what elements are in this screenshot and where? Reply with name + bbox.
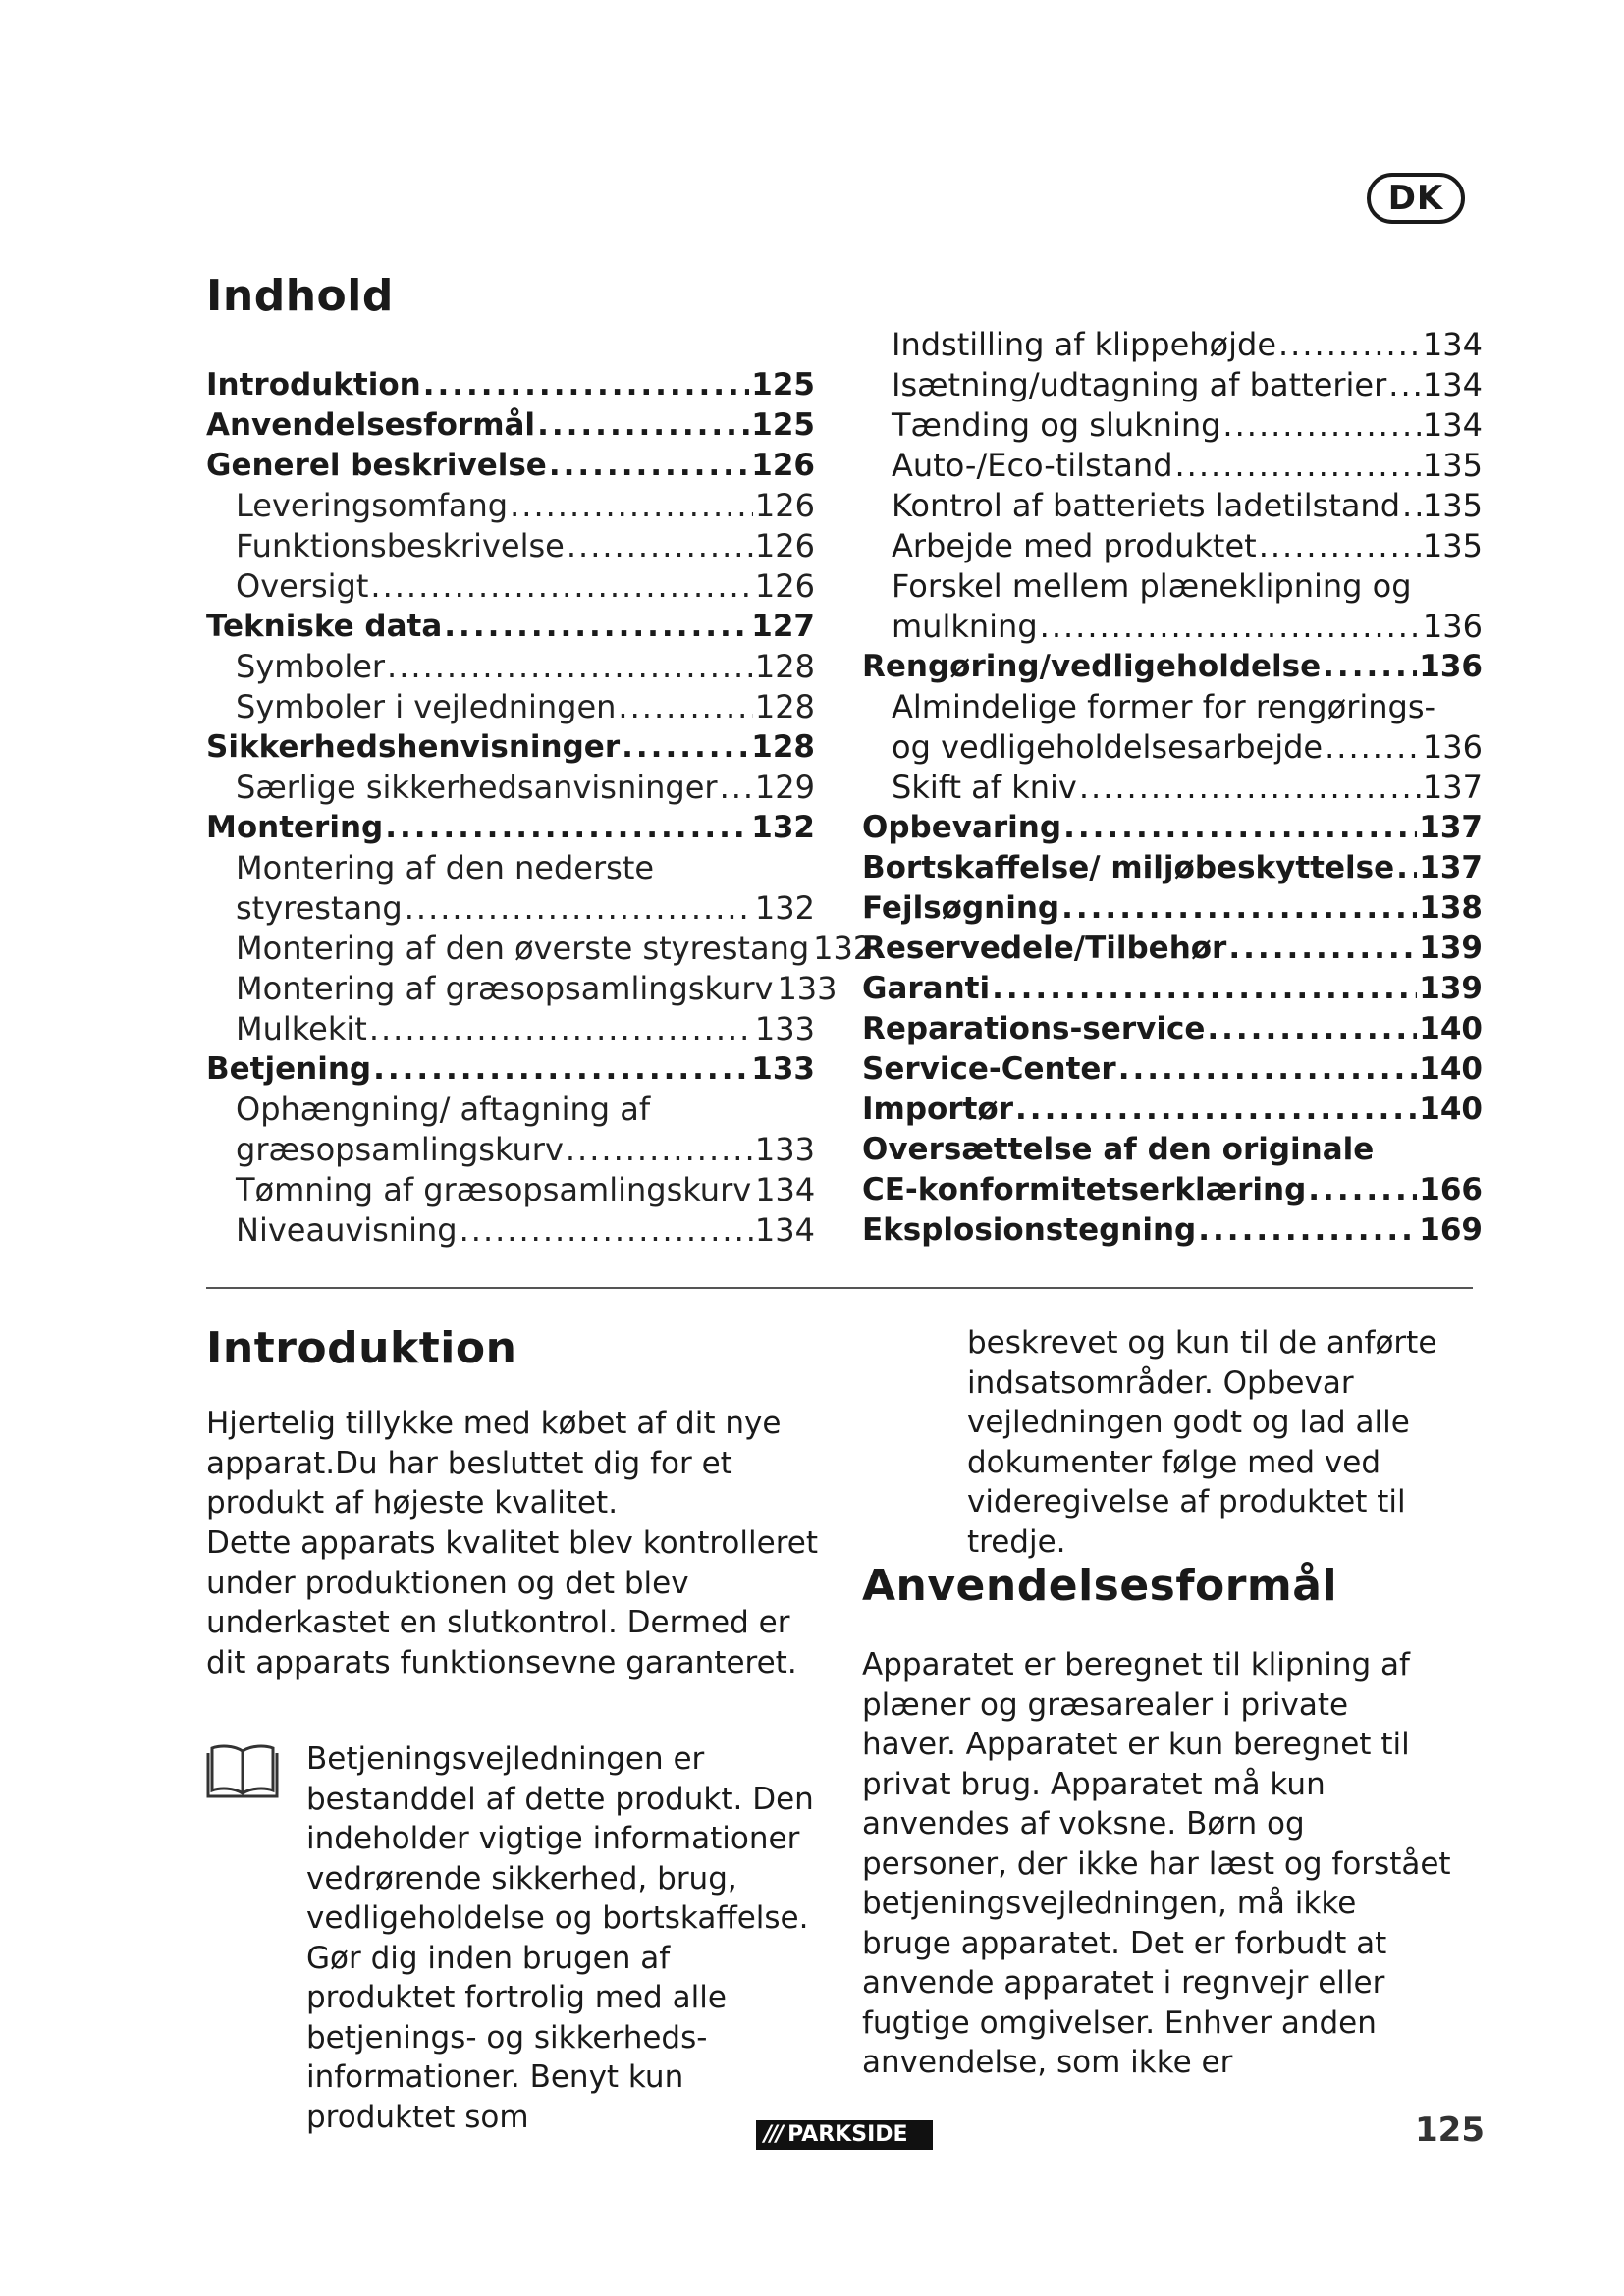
toc-entry-label: Arbejde med produktet [892,527,1257,564]
toc-entry-page: 135 [1422,527,1483,564]
toc-leader-dots [1402,486,1421,526]
toc-entry-page: 136 [1422,728,1483,766]
toc-entry-page: 139 [1419,971,1483,1006]
toc-leader-dots [1015,1090,1417,1130]
toc-leader-dots [1308,1170,1417,1210]
toc-entry-label: Betjening [206,1051,372,1087]
toc-entry-label: Opbevaring [862,810,1062,845]
toc-leader-dots [460,1210,753,1251]
toc-entry-page: 166 [1419,1172,1483,1207]
toc-entry-page: 127 [751,609,815,644]
toc-entry-page: 133 [754,1131,815,1168]
toc-entry [862,1170,1483,1210]
book-icon [206,1739,279,1802]
toc-entry-label: Symboler [236,648,386,685]
toc-entry-label: CE-konformitetserklæring [862,1172,1307,1207]
toc-entry-label: Sikkerhedshenvisninger [206,729,621,765]
toc-entry-label: Service-Center [862,1051,1116,1087]
toc-entry-page: 126 [751,448,815,483]
toc-entry [862,1130,1483,1170]
toc-leader-dots [1259,526,1421,566]
toc-entry [862,607,1483,647]
toc-leader-dots [1222,405,1421,446]
toc-entry-page: 128 [751,729,815,765]
toc-entry-label: Tømning af græsopsamlingskurv [236,1171,752,1208]
toc-leader-dots [1063,808,1417,848]
toc-entry-page: 133 [777,970,838,1007]
toc-entry-label: Symboler i vejledningen [236,688,617,725]
toc-entry-label: Tænding og slukning [892,406,1221,444]
introduktion-note: Betjeningsvejledningen er bestanddel af dette produkt. Den indeholder vigtige informationer vedrørende sikkerhed, brug, vedligeholdelse og bortskaffelse. Gør dig inden brugen af produktet fortrolig med alle betjenings- og sikkerheds-informationer. Benyt kun produktet som [306,1741,814,2135]
toc-entry-page: 126 [754,527,815,564]
toc-entry-label: Indstilling af klippehøjde [892,326,1276,363]
toc-entry-label: Eksplosionstegning [862,1212,1197,1248]
toc-leader-dots [1325,727,1421,768]
toc-entry-label: Generel beskrivelse [206,448,547,483]
toc-entry-label: Montering [206,810,384,845]
toc-entry-page: 128 [754,648,815,685]
toc-leader-dots [1118,1049,1418,1090]
toc-entry [862,848,1483,888]
toc-entry [206,1009,815,1049]
toc-entry-page: 133 [754,1010,815,1047]
toc-entry-label: styrestang [236,889,403,927]
toc-entry [862,1049,1483,1090]
toc-leader-dots [423,365,750,405]
toc-entry-label: Importør [862,1092,1014,1127]
toc-entry-label: Montering af den øverste styrestang [236,930,810,967]
toc-leader-dots [1061,888,1417,929]
toc-entry-page: 132 [754,889,815,927]
toc-title: Indhold [206,271,394,321]
toc-entry-label: Mulkekit [236,1010,367,1047]
toc-entry [862,446,1483,486]
toc-entry-page: 125 [751,407,815,443]
toc-entry [206,405,815,446]
toc-entry [862,486,1483,526]
toc-entry [206,969,838,1009]
toc-entry-page: 134 [1422,406,1483,444]
toc-entry-label: Bortskaffelse/ miljøbeskyttelse [862,850,1395,885]
toc-entry [206,1170,815,1210]
toc-leader-dots [549,446,749,486]
toc-entry [862,526,1483,566]
toc-entry-label: Særlige sikkerhedsanvisninger [236,769,718,806]
introduktion-paragraph-2: Dette apparats kvalitet blev kontrolleret under produktionen og det blev underkastet en slutkontrol. Dermed er dit apparats funktionsevne garanteret. [206,1525,818,1681]
toc-leader-dots [387,647,753,687]
toc-leader-dots [622,727,749,768]
toc-leader-dots [1323,647,1417,687]
toc-entry [206,848,815,888]
toc-entry [862,687,1483,727]
toc-entry-page: 139 [1419,931,1483,966]
toc-leader-dots [537,405,749,446]
toc-entry-label: Reparations-service [862,1011,1206,1046]
toc-entry [862,888,1483,929]
toc-entry-page: 137 [1419,810,1483,845]
toc-entry-page: 132 [813,930,874,967]
toc-entry [862,647,1483,687]
toc-entry-label: Garanti [862,971,991,1006]
toc-leader-dots [566,1130,753,1170]
toc-entry [862,808,1483,848]
toc-entry-label: Montering af græsopsamlingskurv [236,970,774,1007]
toc-entry-label: Oversættelse af den originale [862,1132,1375,1167]
introduktion-continuation: beskrevet og kun til de anførte indsatsområder. Opbevar vejledningen godt og lad alle dokumenter følge med ved videregivelse af produktet til tredje. [967,1325,1437,1560]
toc-entry [862,727,1483,768]
toc-leader-dots [370,566,753,607]
toc-entry [206,768,815,808]
toc-entry [206,647,815,687]
toc-entry-page: 138 [1419,890,1483,926]
toc-entry-label: Skift af kniv [892,769,1077,806]
toc-leader-dots [405,888,753,929]
toc-entry-page: 126 [754,487,815,524]
toc-leader-dots [1278,325,1421,365]
toc-entry [206,929,874,969]
toc-entry-page: 140 [1419,1051,1483,1087]
toc-entry [206,446,815,486]
toc-left-column [206,365,874,1251]
toc-right-column [862,325,1483,1251]
toc-entry-label: Introduktion [206,367,421,402]
toc-entry-label: Oversigt [236,567,369,605]
introduktion-heading: Introduktion [206,1323,517,1373]
toc-entry [206,888,815,929]
toc-leader-dots [1228,929,1417,969]
toc-leader-dots [720,768,753,808]
toc-entry-page: 129 [754,769,815,806]
toc-entry [206,808,815,848]
toc-entry-label: græsopsamlingskurv [236,1131,564,1168]
toc-leader-dots [1396,848,1417,888]
toc-leader-dots [567,526,753,566]
toc-entry-page: 134 [1422,366,1483,403]
brand-name: PARKSIDE [787,2122,908,2147]
section-divider [206,1287,1473,1289]
toc-entry [206,687,815,727]
toc-entry [862,365,1483,405]
toc-entry-page: 126 [754,567,815,605]
toc-entry-page: 136 [1419,649,1483,684]
toc-entry-page: 135 [1422,447,1483,484]
toc-entry [206,1090,815,1130]
toc-entry-page: 128 [754,688,815,725]
toc-entry-label: Montering af den nederste [236,849,655,886]
toc-entry-page: 134 [755,1171,816,1208]
toc-entry-label: Fejlsøgning [862,890,1060,926]
toc-leader-dots [992,969,1417,1009]
toc-leader-dots [510,486,753,526]
toc-leader-dots [444,607,749,647]
toc-entry [206,365,815,405]
page-number: 125 [1415,2110,1485,2150]
toc-entry-label: Funktionsbeskrivelse [236,527,565,564]
toc-entry [206,486,815,526]
toc-entry [206,1210,815,1251]
toc-entry [862,1210,1483,1251]
parkside-logo: /// PARKSIDE [756,2120,933,2150]
toc-entry [862,768,1483,808]
toc-leader-dots [1388,365,1421,405]
anvendelsesformaal-heading: Anvendelsesformål [862,1561,1338,1611]
toc-entry-page: 137 [1422,769,1483,806]
toc-leader-dots [1207,1009,1417,1049]
toc-entry-page: 134 [754,1211,815,1249]
anvendelsesformaal-text: Apparatet er beregnet til klipning af plæner og græsarealer i private haver. Apparatet er kun beregnet til privat brug. Apparatet må kun anvendes af voksne. Børn og personer, der ikke har læst og forstået betjeningsvejledningen, må ikke bruge apparatet. Det er forbudt at anvende apparatet i regnvejr eller fugtige omgivelser. Enhver anden anvendelse, som ikke er [862,1647,1451,2080]
toc-entry [862,929,1483,969]
toc-entry-page: 137 [1419,850,1483,885]
toc-leader-dots [1198,1210,1417,1251]
toc-entry [862,325,1483,365]
toc-entry-page: 132 [751,810,815,845]
toc-entry [862,1090,1483,1130]
toc-leader-dots [618,687,753,727]
toc-entry [206,1130,815,1170]
toc-entry-label: Anvendelsesformål [206,407,536,443]
toc-entry [206,1049,815,1090]
toc-entry-page: 169 [1419,1212,1483,1248]
toc-entry [206,526,815,566]
introduktion-paragraph-1: Hjertelig tillykke med købet af dit nye apparat.Du har besluttet dig for et produkt af højeste kvalitet. [206,1406,782,1521]
toc-entry [862,1009,1483,1049]
toc-entry-page: 133 [751,1051,815,1087]
toc-entry-label: Kontrol af batteriets ladetilstand [892,487,1401,524]
toc-entry-label: Auto-/Eco-tilstand [892,447,1173,484]
toc-entry-page: 140 [1419,1092,1483,1127]
toc-entry [862,405,1483,446]
toc-leader-dots [1040,607,1421,647]
toc-entry-page: 125 [751,367,815,402]
toc-leader-dots [1079,768,1421,808]
toc-entry-page: 140 [1419,1011,1483,1046]
toc-entry-label: Ophængning/ aftagning af [236,1091,651,1128]
toc-entry-label: Forskel mellem plæneklipning og [892,567,1412,605]
toc-entry-page: 134 [1422,326,1483,363]
toc-leader-dots [1175,446,1421,486]
toc-entry-label: mulkning [892,608,1038,645]
toc-entry-label: Rengøring/vedligeholdelse [862,649,1322,684]
toc-entry-label: Tekniske data [206,609,443,644]
toc-entry [206,607,815,647]
language-badge: DK [1367,173,1465,224]
toc-entry-page: 135 [1422,487,1483,524]
toc-entry [206,566,815,607]
toc-entry-page: 136 [1422,608,1483,645]
toc-leader-dots [373,1049,749,1090]
toc-entry [862,969,1483,1009]
toc-entry-label: Reservedele/Tilbehør [862,931,1227,966]
toc-entry-label: Leveringsomfang [236,487,509,524]
toc-entry-label: og vedligeholdelsesarbejde [892,728,1324,766]
toc-entry-label: Almindelige former for rengørings- [892,688,1436,725]
toc-entry-label: Isætning/udtagning af batterier [892,366,1387,403]
toc-entry-label: Niveauvisning [236,1211,458,1249]
toc-leader-dots [385,808,749,848]
toc-entry [206,727,815,768]
toc-leader-dots [369,1009,753,1049]
toc-entry [862,566,1483,607]
